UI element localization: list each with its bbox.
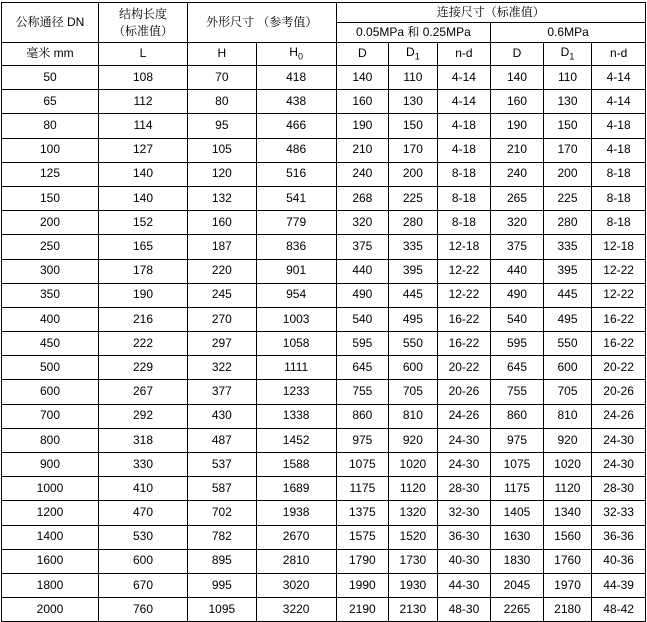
table-cell: 920 bbox=[543, 428, 592, 452]
table-row bbox=[2, 356, 646, 380]
table-row bbox=[2, 573, 646, 597]
table-cell: 20-26 bbox=[592, 380, 646, 404]
table-cell: 900 bbox=[2, 453, 99, 477]
table-cell: 8-18 bbox=[437, 211, 491, 235]
table-cell: 200 bbox=[389, 162, 438, 186]
table-cell: 445 bbox=[543, 283, 592, 307]
table-row bbox=[2, 235, 646, 259]
table-cell: 920 bbox=[389, 428, 438, 452]
table-cell: 70 bbox=[187, 66, 256, 90]
table-cell: 12-18 bbox=[437, 235, 491, 259]
table-cell: 700 bbox=[2, 404, 99, 428]
table-cell: 1730 bbox=[389, 549, 438, 573]
table-cell: 4-14 bbox=[592, 90, 646, 114]
table-cell: 200 bbox=[543, 162, 592, 186]
table-cell: 150 bbox=[389, 114, 438, 138]
table-row bbox=[2, 332, 646, 356]
table-cell: 4-18 bbox=[437, 114, 491, 138]
header-connection-dimensions: 连接尺寸（标准值） bbox=[336, 3, 645, 23]
unit-header-d1-b-main: D bbox=[560, 45, 570, 60]
table-cell: 44-30 bbox=[437, 573, 491, 597]
table-cell: 2190 bbox=[336, 598, 389, 622]
table-cell: 250 bbox=[2, 235, 99, 259]
table-row bbox=[2, 477, 646, 501]
table-cell: 12-22 bbox=[437, 259, 491, 283]
table-cell: 440 bbox=[336, 259, 389, 283]
table-cell: 375 bbox=[336, 235, 389, 259]
table-cell: 1000 bbox=[2, 477, 99, 501]
unit-header-d1-b-sub: 1 bbox=[569, 51, 575, 62]
table-cell: 4-14 bbox=[592, 66, 646, 90]
header-nominal-diameter: 公称通径 DN bbox=[2, 3, 99, 43]
table-cell: 377 bbox=[187, 380, 256, 404]
table-row bbox=[2, 598, 646, 622]
table-cell: 4-14 bbox=[437, 66, 491, 90]
table-cell: 1990 bbox=[336, 573, 389, 597]
table-cell: 1588 bbox=[256, 453, 336, 477]
table-cell: 280 bbox=[543, 211, 592, 235]
table-cell: 1600 bbox=[2, 549, 99, 573]
table-cell: 20-22 bbox=[437, 356, 491, 380]
table-cell: 48-42 bbox=[592, 598, 646, 622]
table-cell: 36-30 bbox=[437, 525, 491, 549]
table-row bbox=[2, 162, 646, 186]
table-cell: 240 bbox=[336, 162, 389, 186]
table-cell: 8-18 bbox=[437, 162, 491, 186]
table-row bbox=[2, 380, 646, 404]
table-cell: 65 bbox=[2, 90, 99, 114]
table-cell: 702 bbox=[187, 501, 256, 525]
table-cell: 267 bbox=[99, 380, 188, 404]
table-cell: 2670 bbox=[256, 525, 336, 549]
table-cell: 44-39 bbox=[592, 573, 646, 597]
table-cell: 3220 bbox=[256, 598, 336, 622]
table-cell: 240 bbox=[491, 162, 544, 186]
table-cell: 470 bbox=[99, 501, 188, 525]
table-cell: 210 bbox=[491, 138, 544, 162]
table-cell: 595 bbox=[336, 332, 389, 356]
table-row bbox=[2, 404, 646, 428]
table-cell: 975 bbox=[491, 428, 544, 452]
unit-header-nd-b: n-d bbox=[592, 43, 646, 66]
table-cell: 320 bbox=[336, 211, 389, 235]
table-cell: 1020 bbox=[389, 453, 438, 477]
table-cell: 127 bbox=[99, 138, 188, 162]
table-cell: 1830 bbox=[491, 549, 544, 573]
table-cell: 1320 bbox=[389, 501, 438, 525]
table-cell: 187 bbox=[187, 235, 256, 259]
table-cell: 190 bbox=[336, 114, 389, 138]
table-cell: 587 bbox=[187, 477, 256, 501]
table-cell: 755 bbox=[491, 380, 544, 404]
table-cell: 395 bbox=[543, 259, 592, 283]
table-cell: 24-30 bbox=[437, 453, 491, 477]
table-cell: 335 bbox=[543, 235, 592, 259]
table-cell: 645 bbox=[336, 356, 389, 380]
table-cell: 445 bbox=[389, 283, 438, 307]
table-cell: 3020 bbox=[256, 573, 336, 597]
table-row bbox=[2, 66, 646, 90]
table-cell: 292 bbox=[99, 404, 188, 428]
table-cell: 80 bbox=[187, 90, 256, 114]
table-cell: 760 bbox=[99, 598, 188, 622]
unit-header-h: H bbox=[187, 43, 256, 66]
table-cell: 810 bbox=[543, 404, 592, 428]
table-cell: 225 bbox=[543, 186, 592, 210]
table-cell: 20-22 bbox=[592, 356, 646, 380]
table-cell: 1938 bbox=[256, 501, 336, 525]
table-cell: 1200 bbox=[2, 501, 99, 525]
table-cell: 8-18 bbox=[437, 186, 491, 210]
table-cell: 229 bbox=[99, 356, 188, 380]
table-cell: 600 bbox=[389, 356, 438, 380]
unit-header-dn: 毫米 mm bbox=[2, 43, 99, 66]
table-cell: 130 bbox=[389, 90, 438, 114]
unit-header-l: L bbox=[99, 43, 188, 66]
table-cell: 1520 bbox=[389, 525, 438, 549]
table-cell: 16-22 bbox=[592, 332, 646, 356]
table-cell: 12-22 bbox=[592, 259, 646, 283]
table-cell: 995 bbox=[187, 573, 256, 597]
unit-header-h0 bbox=[256, 43, 336, 66]
table-cell: 318 bbox=[99, 428, 188, 452]
table-cell: 860 bbox=[491, 404, 544, 428]
table-cell: 975 bbox=[336, 428, 389, 452]
table-cell: 1120 bbox=[543, 477, 592, 501]
table-cell: 265 bbox=[491, 186, 544, 210]
table-cell: 48-30 bbox=[437, 598, 491, 622]
table-cell: 400 bbox=[2, 307, 99, 331]
table-row bbox=[2, 114, 646, 138]
table-cell: 1120 bbox=[389, 477, 438, 501]
table-cell: 490 bbox=[336, 283, 389, 307]
unit-header-h0-main: H bbox=[289, 45, 298, 60]
table-cell: 901 bbox=[256, 259, 336, 283]
table-cell: 150 bbox=[543, 114, 592, 138]
table-cell: 190 bbox=[491, 114, 544, 138]
unit-header-d1-a-sub: 1 bbox=[414, 51, 420, 62]
table-cell: 466 bbox=[256, 114, 336, 138]
table-cell: 1790 bbox=[336, 549, 389, 573]
table-cell: 537 bbox=[187, 453, 256, 477]
table-cell: 4-14 bbox=[437, 90, 491, 114]
table-cell: 108 bbox=[99, 66, 188, 90]
table-cell: 1575 bbox=[336, 525, 389, 549]
table-header bbox=[2, 3, 646, 66]
table-cell: 24-26 bbox=[592, 404, 646, 428]
table-cell: 1175 bbox=[336, 477, 389, 501]
table-row bbox=[2, 186, 646, 210]
table-row bbox=[2, 525, 646, 549]
table-cell: 16-22 bbox=[592, 307, 646, 331]
table-cell: 540 bbox=[491, 307, 544, 331]
table-cell: 28-30 bbox=[592, 477, 646, 501]
table-cell: 705 bbox=[543, 380, 592, 404]
table-cell: 440 bbox=[491, 259, 544, 283]
table-cell: 495 bbox=[389, 307, 438, 331]
table-cell: 1970 bbox=[543, 573, 592, 597]
table-cell: 1175 bbox=[491, 477, 544, 501]
table-cell: 170 bbox=[389, 138, 438, 162]
table-cell: 300 bbox=[2, 259, 99, 283]
table-cell: 550 bbox=[543, 332, 592, 356]
unit-header-h0-sub: 0 bbox=[297, 51, 303, 62]
table-cell: 600 bbox=[543, 356, 592, 380]
table-cell: 1405 bbox=[491, 501, 544, 525]
table-cell: 2045 bbox=[491, 573, 544, 597]
table-cell: 495 bbox=[543, 307, 592, 331]
table-cell: 222 bbox=[99, 332, 188, 356]
table-cell: 954 bbox=[256, 283, 336, 307]
table-cell: 210 bbox=[336, 138, 389, 162]
table-cell: 438 bbox=[256, 90, 336, 114]
table-cell: 4-18 bbox=[592, 114, 646, 138]
table-cell: 755 bbox=[336, 380, 389, 404]
table-cell: 8-18 bbox=[592, 186, 646, 210]
header-structure-length-line2: （标准值） bbox=[113, 23, 174, 38]
table-cell: 28-30 bbox=[437, 477, 491, 501]
table-cell: 800 bbox=[2, 428, 99, 452]
table-row bbox=[2, 211, 646, 235]
table-cell: 395 bbox=[389, 259, 438, 283]
table-cell: 335 bbox=[389, 235, 438, 259]
table-cell: 36-36 bbox=[592, 525, 646, 549]
header-overall-dimensions: 外形尺寸 （参考值） bbox=[187, 3, 336, 43]
table-cell: 24-30 bbox=[592, 453, 646, 477]
table-cell: 280 bbox=[389, 211, 438, 235]
specification-table bbox=[1, 2, 646, 622]
table-cell: 2180 bbox=[543, 598, 592, 622]
table-cell: 530 bbox=[99, 525, 188, 549]
table-cell: 24-26 bbox=[437, 404, 491, 428]
table-cell: 1003 bbox=[256, 307, 336, 331]
table-cell: 270 bbox=[187, 307, 256, 331]
table-cell: 32-33 bbox=[592, 501, 646, 525]
table-cell: 1075 bbox=[336, 453, 389, 477]
table-cell: 216 bbox=[99, 307, 188, 331]
table-cell: 110 bbox=[389, 66, 438, 90]
table-cell: 170 bbox=[543, 138, 592, 162]
table-cell: 32-30 bbox=[437, 501, 491, 525]
table-cell: 779 bbox=[256, 211, 336, 235]
table-cell: 1375 bbox=[336, 501, 389, 525]
unit-header-nd-a: n-d bbox=[437, 43, 491, 66]
header-structure-length bbox=[99, 3, 188, 43]
unit-header-d1-a-main: D bbox=[406, 45, 415, 60]
table-cell: 8-18 bbox=[592, 211, 646, 235]
table-cell: 2130 bbox=[389, 598, 438, 622]
table-cell: 595 bbox=[491, 332, 544, 356]
table-row bbox=[2, 428, 646, 452]
header-structure-length-line1: 结构长度 bbox=[119, 7, 168, 22]
table-cell: 860 bbox=[336, 404, 389, 428]
table-cell: 50 bbox=[2, 66, 99, 90]
table-cell: 190 bbox=[99, 283, 188, 307]
table-row bbox=[2, 501, 646, 525]
table-cell: 105 bbox=[187, 138, 256, 162]
table-cell: 178 bbox=[99, 259, 188, 283]
table-cell: 1058 bbox=[256, 332, 336, 356]
table-cell: 1340 bbox=[543, 501, 592, 525]
unit-header-d-b: D bbox=[491, 43, 544, 66]
table-row bbox=[2, 549, 646, 573]
table-row bbox=[2, 90, 646, 114]
table-cell: 1800 bbox=[2, 573, 99, 597]
table-cell: 782 bbox=[187, 525, 256, 549]
table-cell: 4-18 bbox=[592, 138, 646, 162]
table-cell: 490 bbox=[491, 283, 544, 307]
table-cell: 150 bbox=[2, 186, 99, 210]
table-cell: 110 bbox=[543, 66, 592, 90]
table-cell: 12-18 bbox=[592, 235, 646, 259]
table-cell: 8-18 bbox=[592, 162, 646, 186]
table-cell: 140 bbox=[99, 186, 188, 210]
table-cell: 670 bbox=[99, 573, 188, 597]
table-cell: 550 bbox=[389, 332, 438, 356]
table-cell: 430 bbox=[187, 404, 256, 428]
table-cell: 80 bbox=[2, 114, 99, 138]
table-cell: 160 bbox=[491, 90, 544, 114]
table-cell: 1560 bbox=[543, 525, 592, 549]
table-cell: 541 bbox=[256, 186, 336, 210]
table-row bbox=[2, 307, 646, 331]
table-cell: 1452 bbox=[256, 428, 336, 452]
table-cell: 410 bbox=[99, 477, 188, 501]
table-cell: 540 bbox=[336, 307, 389, 331]
table-cell: 810 bbox=[389, 404, 438, 428]
table-cell: 200 bbox=[2, 211, 99, 235]
table-cell: 1630 bbox=[491, 525, 544, 549]
table-cell: 114 bbox=[99, 114, 188, 138]
table-cell: 4-18 bbox=[437, 138, 491, 162]
unit-header-d1-b bbox=[543, 43, 592, 66]
table-cell: 165 bbox=[99, 235, 188, 259]
table-cell: 1233 bbox=[256, 380, 336, 404]
table-cell: 1689 bbox=[256, 477, 336, 501]
table-cell: 20-26 bbox=[437, 380, 491, 404]
table-cell: 320 bbox=[491, 211, 544, 235]
header-pressure-group-005-025: 0.05MPa 和 0.25MPa bbox=[336, 23, 491, 43]
table-body bbox=[2, 66, 646, 622]
table-cell: 1075 bbox=[491, 453, 544, 477]
table-cell: 2265 bbox=[491, 598, 544, 622]
table-cell: 140 bbox=[99, 162, 188, 186]
table-cell: 450 bbox=[2, 332, 99, 356]
table-cell: 24-30 bbox=[592, 428, 646, 452]
table-cell: 322 bbox=[187, 356, 256, 380]
table-cell: 1095 bbox=[187, 598, 256, 622]
table-row bbox=[2, 138, 646, 162]
table-cell: 1760 bbox=[543, 549, 592, 573]
table-cell: 350 bbox=[2, 283, 99, 307]
unit-header-d1-a bbox=[389, 43, 438, 66]
table-row bbox=[2, 283, 646, 307]
table-cell: 225 bbox=[389, 186, 438, 210]
table-cell: 120 bbox=[187, 162, 256, 186]
table-cell: 132 bbox=[187, 186, 256, 210]
table-cell: 112 bbox=[99, 90, 188, 114]
table-cell: 500 bbox=[2, 356, 99, 380]
table-cell: 600 bbox=[2, 380, 99, 404]
table-cell: 160 bbox=[187, 211, 256, 235]
table-cell: 130 bbox=[543, 90, 592, 114]
table-cell: 895 bbox=[187, 549, 256, 573]
table-cell: 645 bbox=[491, 356, 544, 380]
table-cell: 836 bbox=[256, 235, 336, 259]
table-cell: 1400 bbox=[2, 525, 99, 549]
table-cell: 40-36 bbox=[592, 549, 646, 573]
table-cell: 1338 bbox=[256, 404, 336, 428]
table-cell: 516 bbox=[256, 162, 336, 186]
table-row bbox=[2, 453, 646, 477]
table-cell: 268 bbox=[336, 186, 389, 210]
table-cell: 160 bbox=[336, 90, 389, 114]
table-cell: 486 bbox=[256, 138, 336, 162]
unit-header-d-a: D bbox=[336, 43, 389, 66]
table-cell: 152 bbox=[99, 211, 188, 235]
table-cell: 2000 bbox=[2, 598, 99, 622]
table-cell: 1930 bbox=[389, 573, 438, 597]
table-cell: 16-22 bbox=[437, 332, 491, 356]
table-cell: 140 bbox=[491, 66, 544, 90]
table-cell: 1020 bbox=[543, 453, 592, 477]
table-cell: 220 bbox=[187, 259, 256, 283]
table-cell: 140 bbox=[336, 66, 389, 90]
table-cell: 12-22 bbox=[437, 283, 491, 307]
table-cell: 330 bbox=[99, 453, 188, 477]
table-cell: 297 bbox=[187, 332, 256, 356]
table-cell: 95 bbox=[187, 114, 256, 138]
table-cell: 2810 bbox=[256, 549, 336, 573]
table-cell: 375 bbox=[491, 235, 544, 259]
table-cell: 12-22 bbox=[592, 283, 646, 307]
table-cell: 40-30 bbox=[437, 549, 491, 573]
table-cell: 24-30 bbox=[437, 428, 491, 452]
header-pressure-group-06: 0.6MPa bbox=[491, 23, 646, 43]
table-cell: 125 bbox=[2, 162, 99, 186]
table-cell: 600 bbox=[99, 549, 188, 573]
table-cell: 487 bbox=[187, 428, 256, 452]
table-row bbox=[2, 259, 646, 283]
table-cell: 418 bbox=[256, 66, 336, 90]
table-cell: 16-22 bbox=[437, 307, 491, 331]
table-cell: 1111 bbox=[256, 356, 336, 380]
table-cell: 100 bbox=[2, 138, 99, 162]
table-cell: 705 bbox=[389, 380, 438, 404]
table-cell: 245 bbox=[187, 283, 256, 307]
